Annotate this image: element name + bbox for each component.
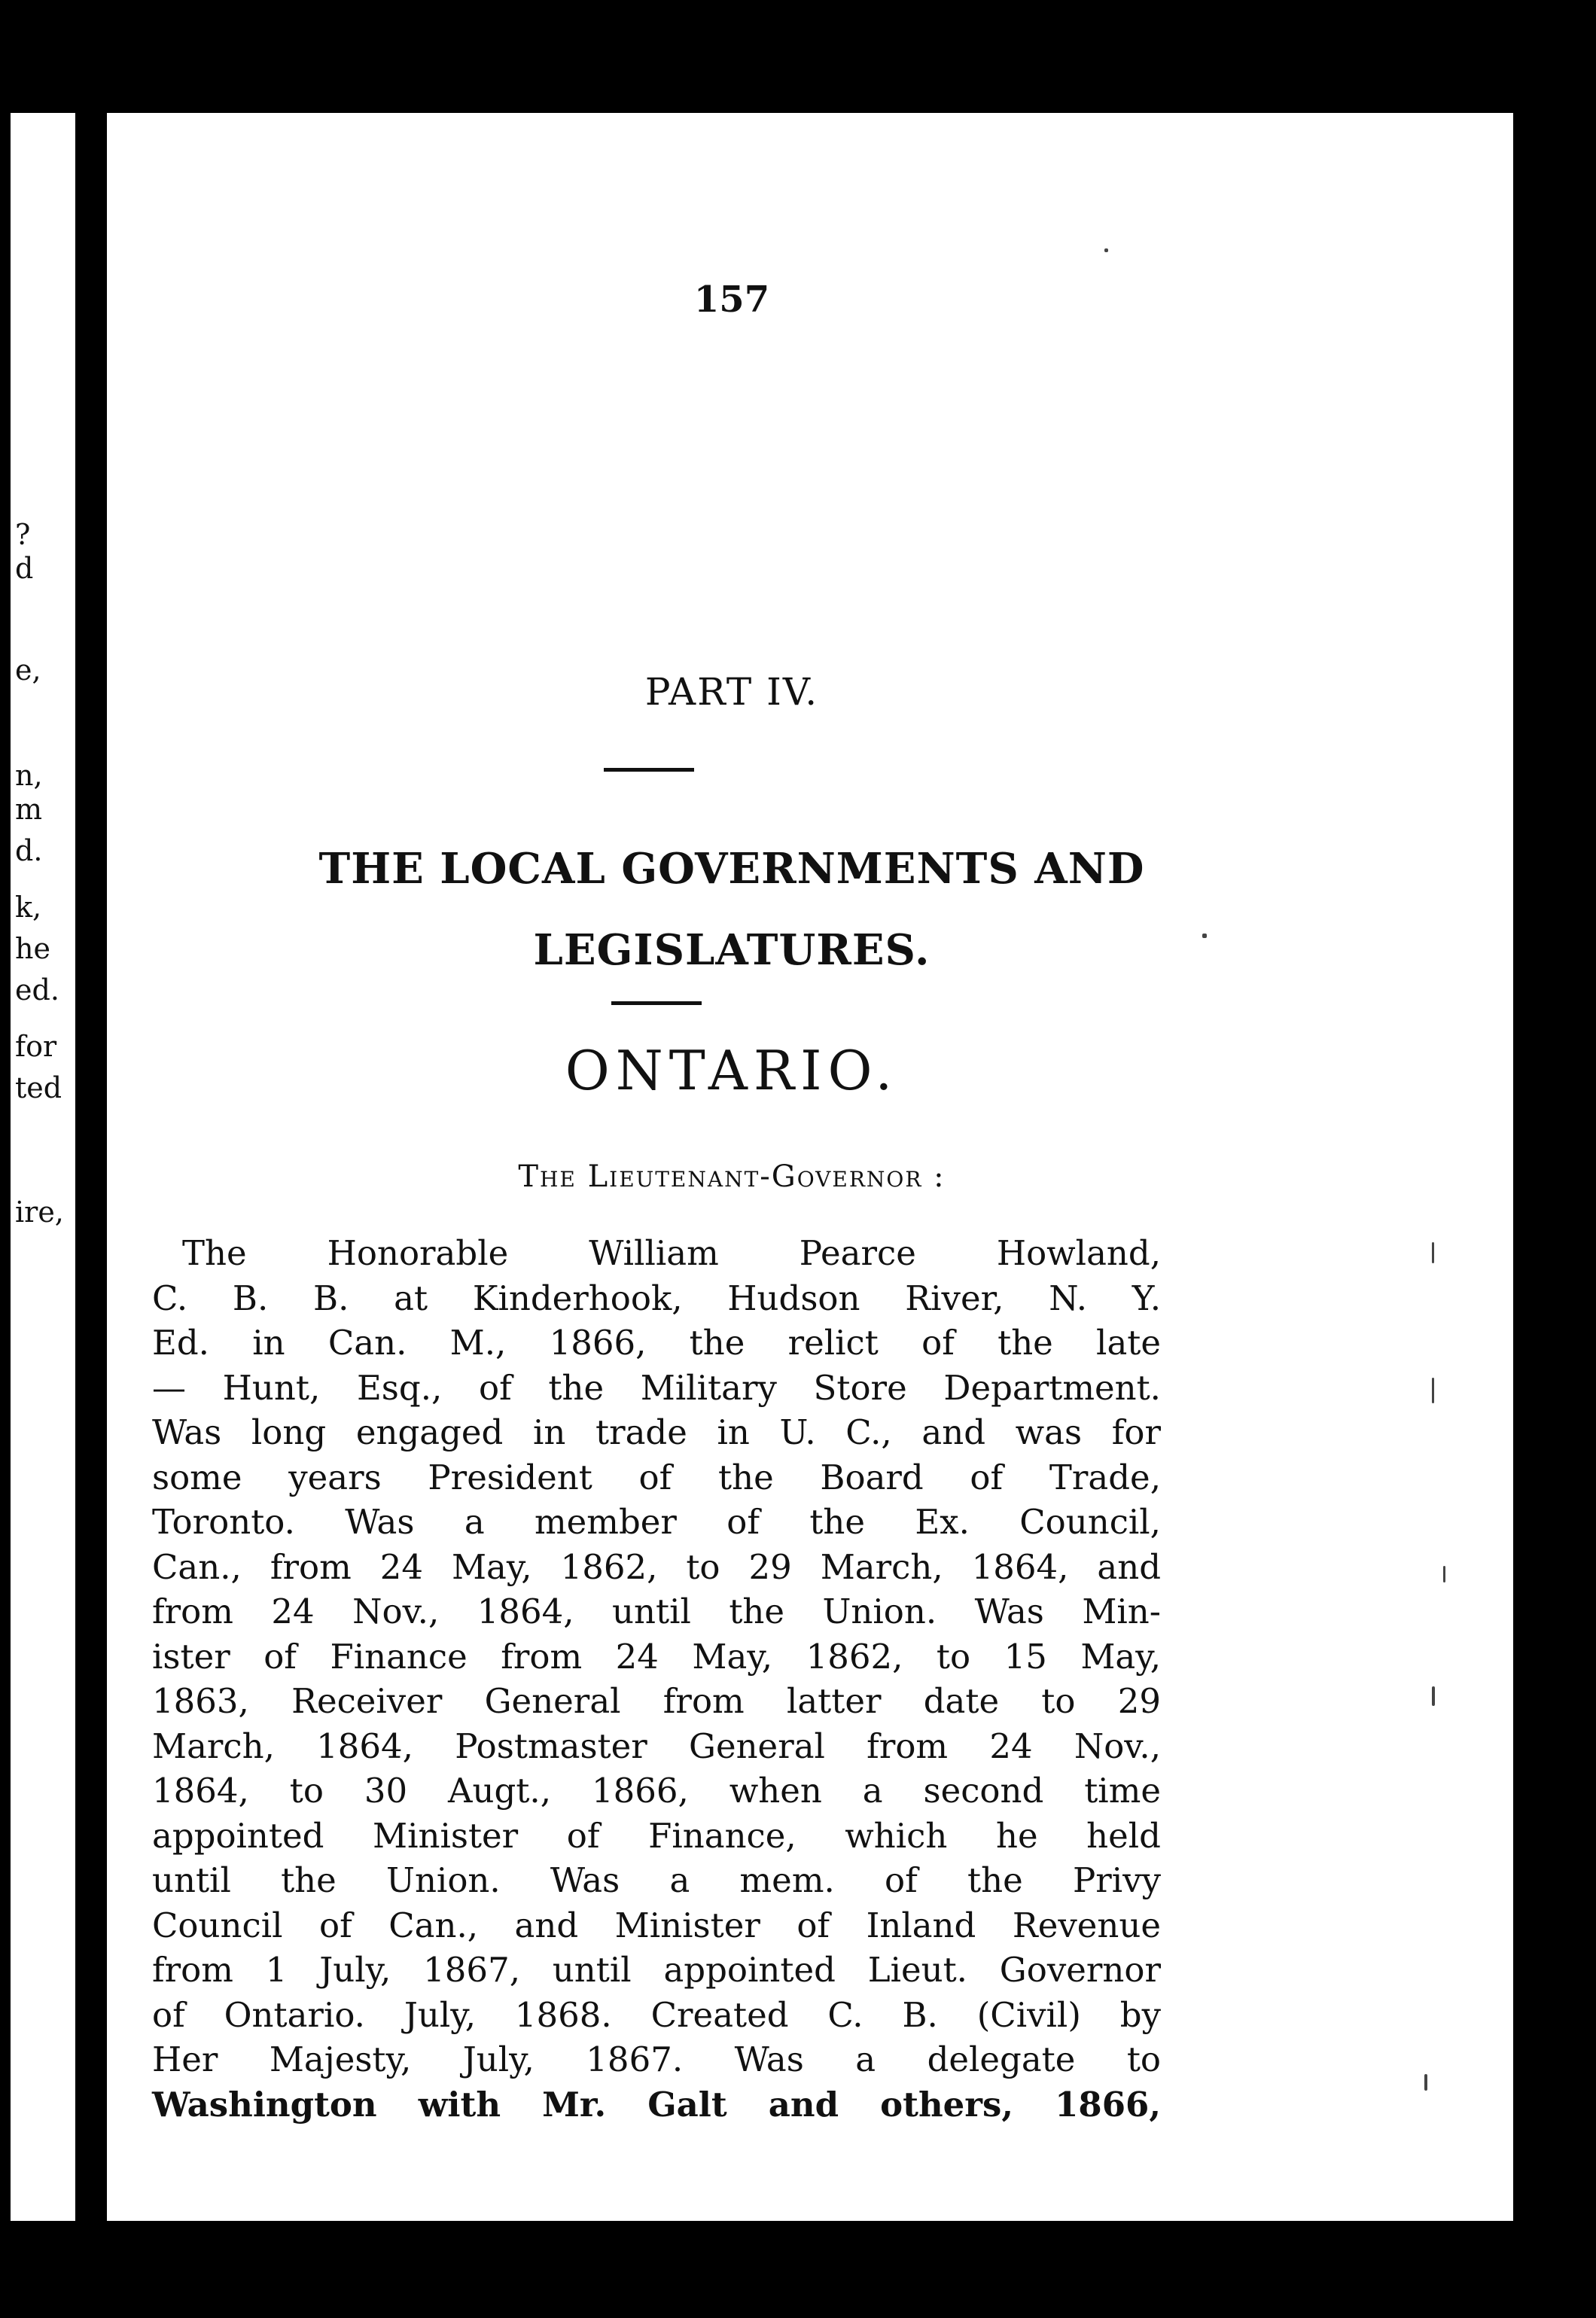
margin-fragment: e, <box>15 653 41 687</box>
paper-speck <box>1432 1686 1435 1706</box>
text-line: The Honorable William Pearce Howland, <box>182 1233 1161 1273</box>
text-line: some years President of the Board of Trade, <box>152 1457 1161 1497</box>
text-line: 1863, Receiver General from latter date to 29 <box>152 1681 1161 1721</box>
part-heading: PART IV. <box>644 670 819 714</box>
section-title-line: THE LOCAL GOVERNMENTS AND <box>318 844 1145 894</box>
text-line: until the Union. Was a mem. of the Privy <box>152 1860 1161 1900</box>
paper-speck <box>1443 1566 1445 1582</box>
text-line: 1864, to 30 Augt., 1866, when a second time <box>152 1771 1161 1811</box>
divider-rule <box>611 1001 702 1005</box>
divider-rule <box>604 768 694 772</box>
text-line: Washington with Mr. Galt and others, 1866, <box>152 2084 1161 2125</box>
biography-paragraph <box>152 1231 1161 2127</box>
text-line: Council of Can., and Minister of Inland Revenue <box>152 1905 1161 1945</box>
margin-fragment: ed. <box>15 973 59 1007</box>
text-line: appointed Minister of Finance, which he held <box>152 1815 1161 1856</box>
previous-page-edge <box>11 113 75 2221</box>
margin-fragment: ? <box>15 518 31 551</box>
margin-fragment: d. <box>15 834 43 867</box>
page-number: 157 <box>693 279 770 321</box>
text-line: C. B. B. at Kinderhook, Hudson River, N. Y. <box>152 1278 1161 1318</box>
officer-heading: The Lieutenant-Governor : <box>518 1159 946 1194</box>
text-line: Can., from 24 May, 1862, to 29 March, 1864, and <box>152 1546 1161 1587</box>
margin-fragment: ted <box>15 1071 62 1104</box>
text-line: Toronto. Was a member of the Ex. Council, <box>152 1502 1161 1542</box>
paper-speck <box>1202 934 1207 938</box>
margin-fragment: for <box>15 1030 57 1063</box>
margin-fragment: k, <box>15 891 42 924</box>
margin-fragment: he <box>15 932 50 965</box>
text-line: Her Majesty, July, 1867. Was a delegate to <box>152 2039 1161 2079</box>
section-title-line: LEGISLATURES. <box>533 925 930 975</box>
text-line: of Ontario. July, 1868. Created C. B. (Civil) by <box>152 1994 1161 2035</box>
text-line: ister of Finance from 24 May, 1862, to 15 May, <box>152 1636 1161 1677</box>
province-heading: ONTARIO. <box>565 1039 899 1102</box>
text-line: Ed. in Can. M., 1866, the relict of the late <box>152 1323 1161 1363</box>
margin-fragment: m <box>15 793 43 826</box>
text-line: from 1 July, 1867, until appointed Lieut. Governor <box>152 1950 1161 1990</box>
text-line: March, 1864, Postmaster General from 24 Nov., <box>152 1726 1161 1766</box>
book-page <box>90 113 1513 2221</box>
text-line: Was long engaged in trade in U. C., and was for <box>152 1412 1161 1452</box>
margin-fragment: d <box>15 552 34 585</box>
paper-speck <box>1432 1242 1434 1263</box>
paper-speck <box>1424 2074 1427 2091</box>
section-title <box>107 828 1357 991</box>
margin-fragment: n, <box>15 759 43 792</box>
text-line: from 24 Nov., 1864, until the Union. Was Min- <box>152 1592 1161 1631</box>
paper-speck <box>1432 1378 1434 1403</box>
paper-speck <box>1104 248 1108 252</box>
margin-fragment: ire, <box>15 1196 64 1229</box>
text-line: — Hunt, Esq., of the Military Store Department. <box>152 1367 1161 1408</box>
